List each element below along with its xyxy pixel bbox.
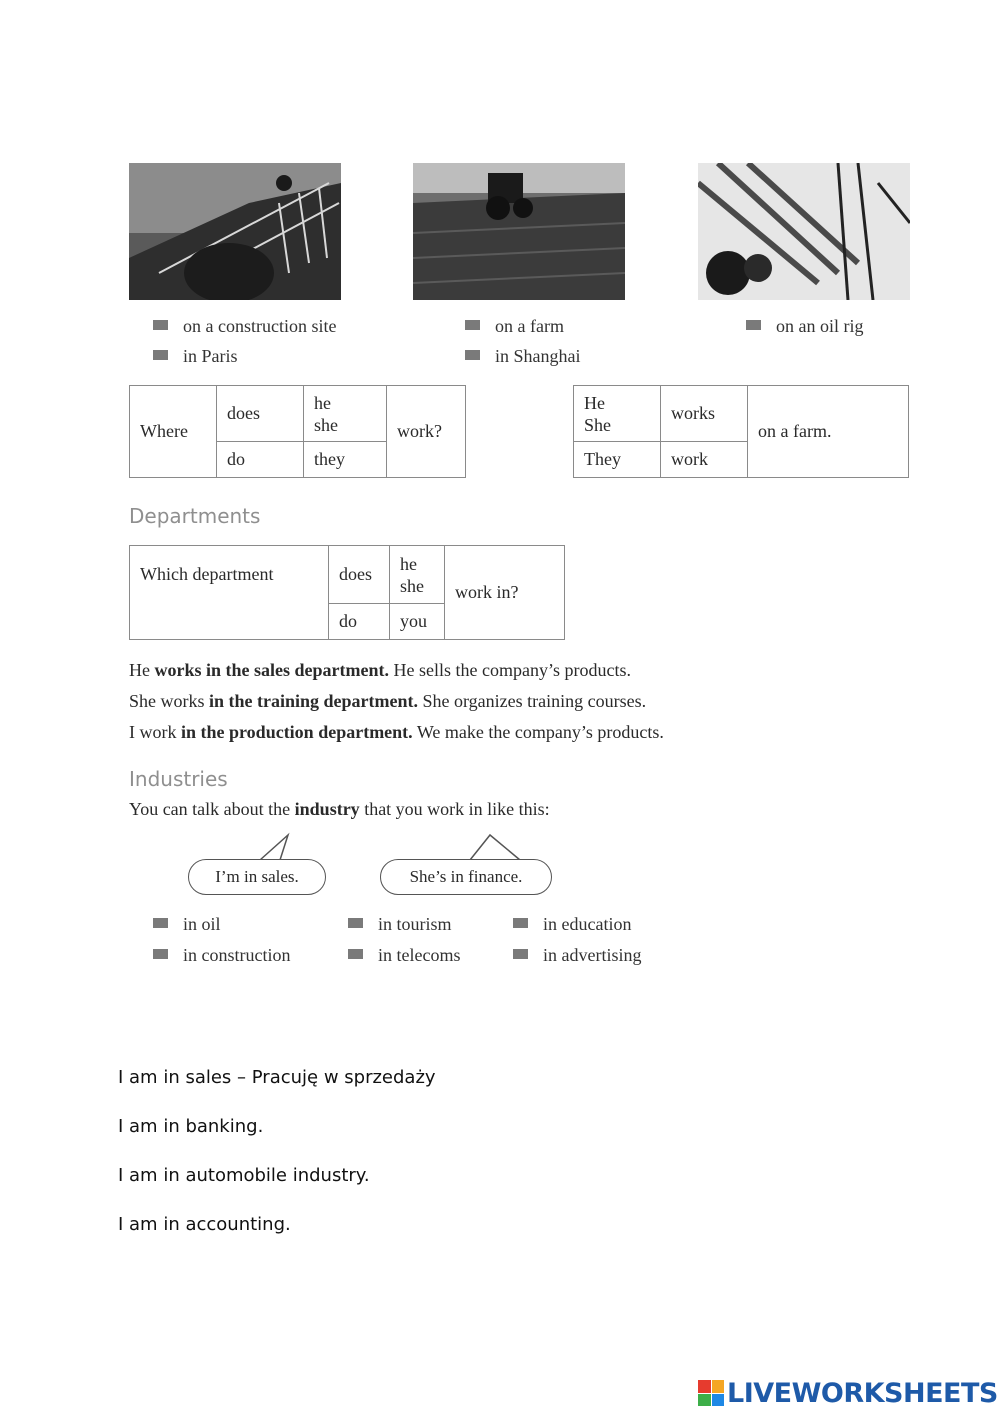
bullet-icon bbox=[348, 918, 363, 928]
list-item: on an oil rig bbox=[746, 316, 864, 337]
bullet-icon bbox=[153, 918, 168, 928]
bullet-icon bbox=[513, 918, 528, 928]
bullet-icon bbox=[465, 320, 480, 330]
list-item: on a construction site bbox=[153, 316, 336, 337]
logo-mark-icon bbox=[698, 1380, 724, 1406]
speech-bubble: She’s in finance. bbox=[380, 859, 552, 895]
example-sentence: I am in sales – Pracuję w sprzedaży bbox=[118, 1067, 436, 1088]
department-sentence: She works in the training department. She organizes training courses. bbox=[129, 691, 647, 711]
bullet-icon bbox=[746, 320, 761, 330]
list-item: in construction bbox=[153, 945, 290, 966]
bullet-icon bbox=[465, 350, 480, 360]
bullet-icon bbox=[153, 949, 168, 959]
example-sentence: I am in automobile industry. bbox=[118, 1165, 370, 1186]
construction-site-photo bbox=[129, 163, 341, 300]
speech-bubble: I’m in sales. bbox=[188, 859, 326, 895]
liveworksheets-logo[interactable] bbox=[698, 1378, 998, 1408]
departments-heading: Departments bbox=[129, 504, 261, 528]
list-item: in telecoms bbox=[348, 945, 460, 966]
bullet-icon bbox=[513, 949, 528, 959]
industries-intro: You can talk about the industry that you work in like this: bbox=[129, 799, 550, 819]
industries-heading: Industries bbox=[129, 767, 228, 791]
department-sentence: I work in the production department. We make the company’s products. bbox=[129, 722, 664, 742]
answer-table: He She works on a farm. They work bbox=[573, 385, 909, 478]
list-item: in tourism bbox=[348, 914, 452, 935]
list-item: in Paris bbox=[153, 346, 238, 367]
bullet-icon bbox=[153, 350, 168, 360]
list-item: in education bbox=[513, 914, 631, 935]
farm-tractor-photo bbox=[413, 163, 625, 300]
oil-rig-photo bbox=[698, 163, 910, 300]
list-item: in Shanghai bbox=[465, 346, 581, 367]
example-sentence: I am in banking. bbox=[118, 1116, 264, 1137]
bullet-icon bbox=[153, 320, 168, 330]
list-item: in advertising bbox=[513, 945, 641, 966]
bullet-icon bbox=[348, 949, 363, 959]
where-question-table: Where does he she work? do they bbox=[129, 385, 466, 478]
list-item: in oil bbox=[153, 914, 221, 935]
department-sentence: He works in the sales department. He sells the company’s products. bbox=[129, 660, 631, 680]
department-question-table: Which department does he she work in? do you bbox=[129, 545, 565, 640]
list-item: on a farm bbox=[465, 316, 564, 337]
example-sentence: I am in accounting. bbox=[118, 1214, 291, 1235]
logo-text: LIVEWORKSHEETS bbox=[727, 1377, 998, 1409]
